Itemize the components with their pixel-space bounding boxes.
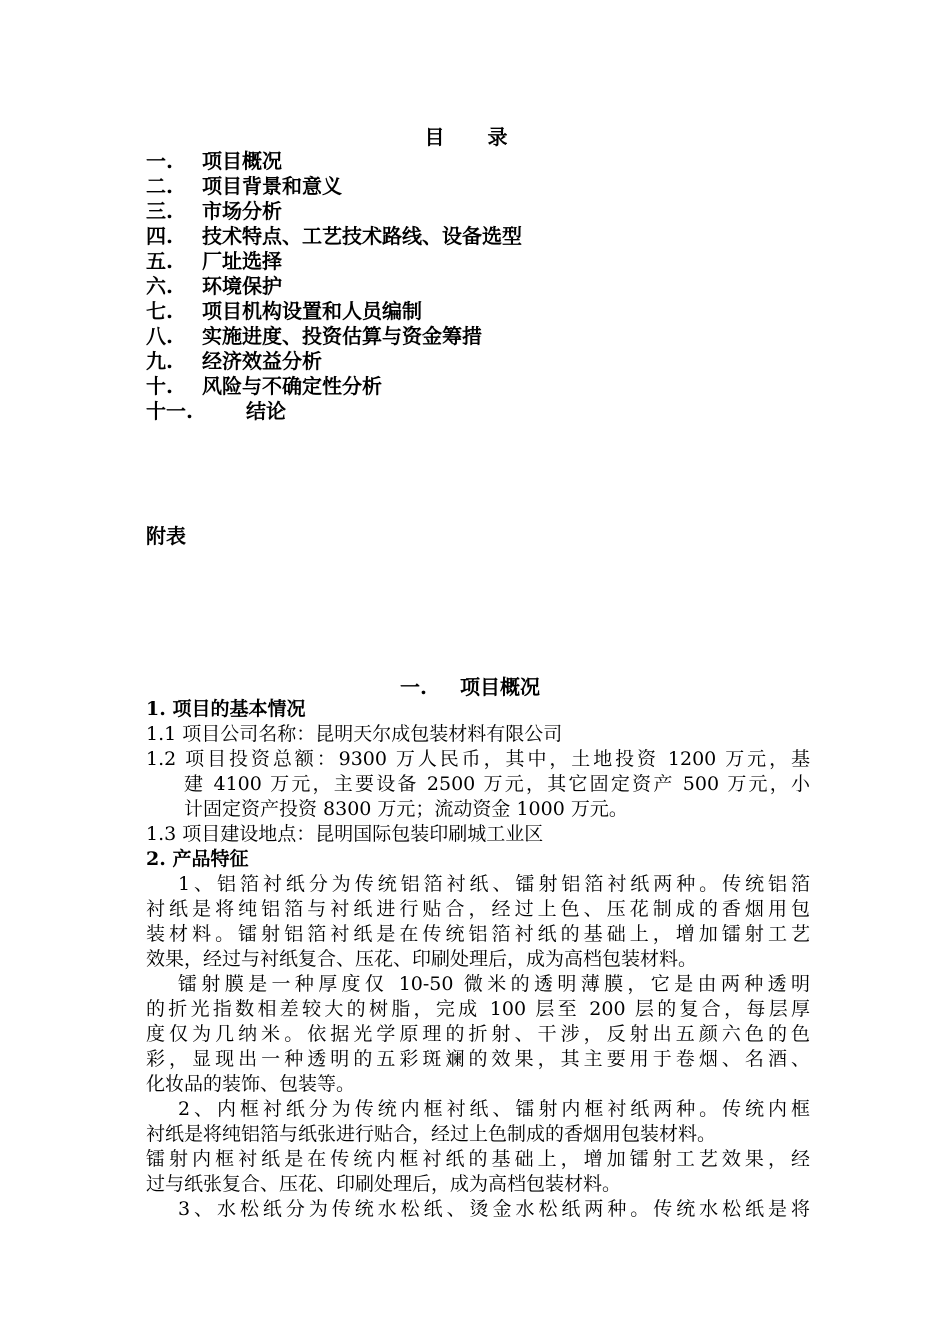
- paragraph-line: 镭射膜是一种厚度仅 10-50 微米的透明薄膜，它是由两种透明: [178, 973, 810, 995]
- table-of-contents: [146, 149, 522, 424]
- paragraph-line: 的折光指数相差较大的树脂，完成 100 层至 200 层的复合，每层厚: [146, 998, 810, 1020]
- investment-line: 计固定资产投资 8300 万元；流动资金 1000 万元。: [184, 798, 628, 820]
- paragraph-line: 1、铝箔衬纸分为传统铝箔衬纸、镭射铝箔衬纸两种。传统铝箔: [178, 873, 810, 895]
- toc-item-number: 十.: [146, 374, 173, 398]
- toc-item-label: 风险与不确定性分析: [202, 374, 382, 398]
- toc-title: 目 录: [424, 125, 526, 149]
- toc-item-label: 项目机构设置和人员编制: [202, 299, 422, 323]
- toc-item-number: 一.: [146, 149, 173, 173]
- location-line: 1.3 项目建设地点：昆明国际包装印刷城工业区: [146, 823, 544, 845]
- toc-item: [146, 374, 522, 399]
- paragraph-line: 化妆品的装饰、包装等。: [146, 1073, 356, 1095]
- toc-item-number: 十一.: [146, 399, 193, 423]
- toc-item-label: 结论: [246, 399, 286, 423]
- paragraph-line: 镭射内框衬纸是在传统内框衬纸的基础上，增加镭射工艺效果，经: [146, 1148, 810, 1170]
- toc-item-label: 实施进度、投资估算与资金筹措: [202, 324, 482, 348]
- paragraph-line: 3、水松纸分为传统水松纸、烫金水松纸两种。传统水松纸是将: [178, 1198, 810, 1220]
- subsection-heading: 2. 产品特征: [146, 848, 249, 870]
- paragraph-line: 度仅为几纳米。依据光学原理的折射、干涉，反射出五颜六色的色: [146, 1023, 810, 1045]
- investment-line: 建 4100 万元，主要设备 2500 万元，其它固定资产 500 万元，小: [184, 773, 810, 795]
- company-name-line: 1.1 项目公司名称：昆明天尔成包装材料有限公司: [146, 723, 563, 745]
- toc-item: [146, 324, 522, 349]
- paragraph-line: 过与纸张复合、压花、印刷处理后，成为高档包装材料。: [146, 1173, 622, 1195]
- toc-item: [146, 249, 522, 274]
- paragraph-line: 彩，显现出一种透明的五彩斑斓的效果，其主要用于卷烟、名酒、: [146, 1048, 810, 1070]
- toc-item-number: 七.: [146, 299, 173, 323]
- toc-item-label: 项目背景和意义: [202, 174, 342, 198]
- toc-item: [146, 274, 522, 299]
- toc-item-label: 项目概况: [202, 149, 282, 173]
- paragraph-line: 衬纸是将纯铝箔与衬纸进行贴合，经过上色、压花制成的香烟用包: [146, 898, 810, 920]
- toc-item: [146, 199, 522, 224]
- paragraph-line: 装材料。镭射铝箔衬纸是在传统铝箔衬纸的基础上，增加镭射工艺: [146, 923, 810, 945]
- section-title-text: 项目概况: [460, 675, 540, 699]
- toc-item-label: 厂址选择: [202, 249, 282, 273]
- toc-item: [146, 299, 522, 324]
- toc-item: [146, 224, 522, 249]
- section-number: 一.: [400, 675, 427, 699]
- investment-line: 1.2 项目投资总额：9300 万人民币，其中，土地投资 1200 万元，基: [146, 748, 810, 770]
- toc-item-label: 市场分析: [202, 199, 282, 223]
- toc-item-number: 八.: [146, 324, 173, 348]
- toc-item-number: 三.: [146, 199, 173, 223]
- subsection-heading: 1. 项目的基本情况: [146, 698, 306, 720]
- toc-item-number: 九.: [146, 349, 173, 373]
- toc-item-number: 四.: [146, 224, 173, 248]
- section-body: [146, 697, 810, 1222]
- paragraph-line: 衬纸是将纯铝箔与纸张进行贴合，经过上色制成的香烟用包装材料。: [146, 1123, 717, 1145]
- toc-item: [146, 149, 522, 174]
- paragraph-line: 效果，经过与衬纸复合、压花、印刷处理后，成为高档包装材料。: [146, 948, 698, 970]
- paragraph-line: 2、内框衬纸分为传统内框衬纸、镭射内框衬纸两种。传统内框: [178, 1098, 810, 1120]
- toc-item-label: 技术特点、工艺技术路线、设备选型: [202, 224, 522, 248]
- toc-item-number: 六.: [146, 274, 173, 298]
- toc-item: [146, 174, 522, 199]
- toc-item-number: 五.: [146, 249, 173, 273]
- toc-item-number: 二.: [146, 174, 173, 198]
- toc-item-label: 经济效益分析: [202, 349, 322, 373]
- toc-item: [146, 349, 522, 374]
- toc-item-label: 环境保护: [202, 274, 282, 298]
- appendix-heading: 附表: [146, 524, 186, 548]
- toc-item: [146, 399, 522, 424]
